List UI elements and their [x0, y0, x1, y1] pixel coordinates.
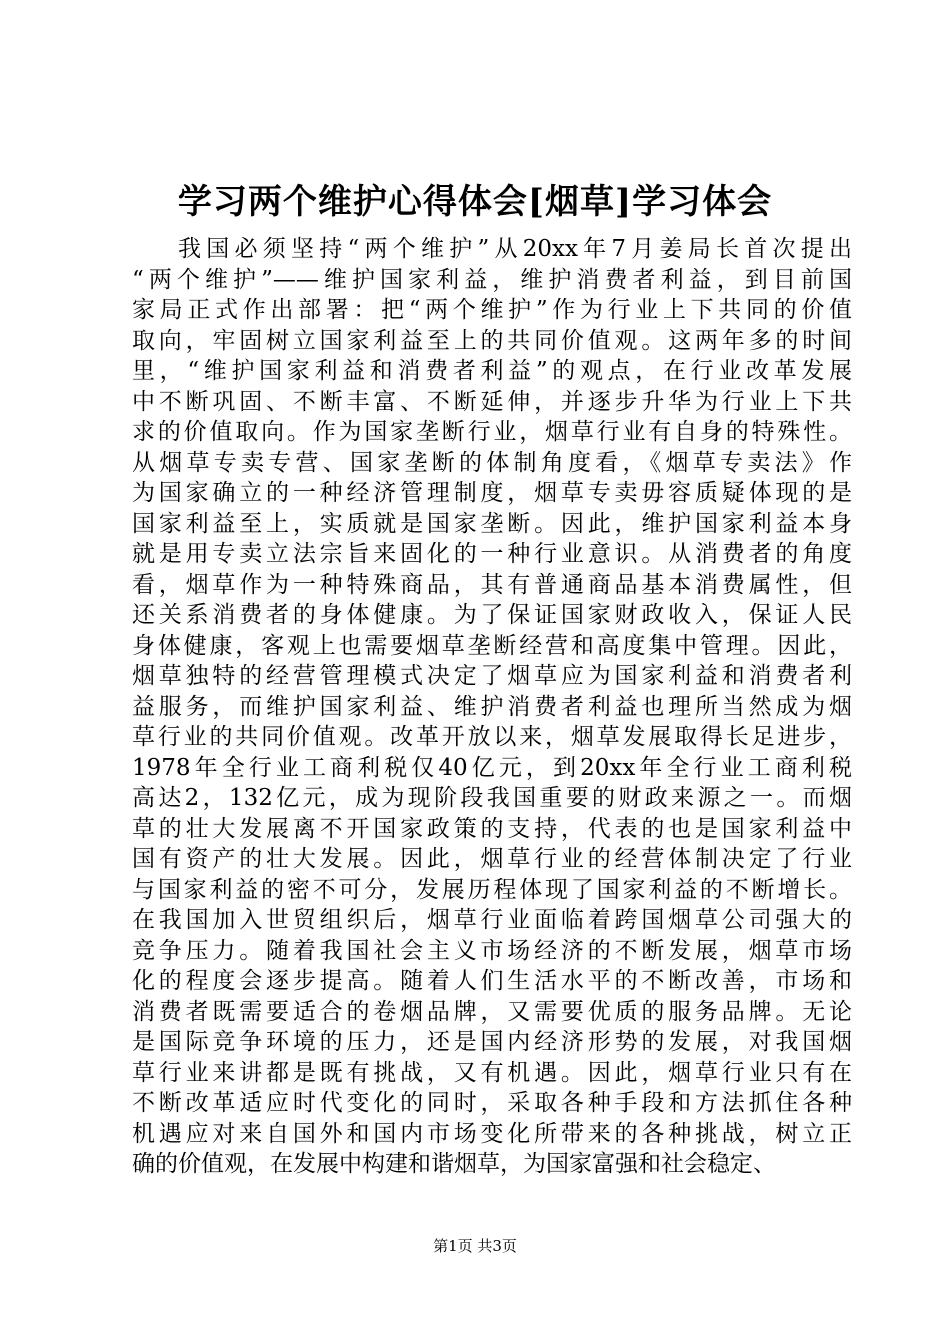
text-line: 从烟草专卖专营、国家垄断的体制角度看，《烟草专卖法》作 — [132, 449, 852, 476]
text-line: 求的价值取向。作为国家垄断行业，烟草行业有自身的特殊性。 — [132, 419, 852, 445]
text-line: 1978年全行业工商利税仅40亿元，到20xx年全行业工商利税 — [132, 754, 852, 781]
text-line: 国有资产的壮大发展。因此，烟草行业的经营体制决定了行业 — [132, 846, 852, 872]
text-line: 取向，牢固树立国家利益至上的共同价值观。这两年多的时间 — [132, 327, 852, 354]
text-line: 益服务，而维护国家利益、维护消费者利益也理所当然成为烟 — [132, 693, 852, 720]
text-line: 高达2，132亿元，成为现阶段我国重要的财政来源之一。而烟 — [132, 785, 852, 811]
text-line: 草的壮大发展离不开国家政策的支持，代表的也是国家利益中 — [132, 815, 852, 842]
text-line: 草行业的共同价值观。改革开放以来，烟草发展取得长足进步， — [132, 724, 852, 750]
text-line: 还关系消费者的身体健康。为了保证国家财政收入，保证人民 — [132, 602, 852, 628]
text-line: 中不断巩固、不断丰富、不断延伸，并逐步升华为行业上下共 — [132, 388, 852, 415]
text-line: 竞争压力。随着我国社会主义市场经济的不断发展，烟草市场 — [132, 937, 852, 964]
text-line: 身体健康，客观上也需要烟草垄断经营和高度集中管理。因此， — [132, 632, 852, 659]
body-text — [132, 234, 852, 1180]
page-number: 第1页 共3页 — [433, 1237, 517, 1255]
text-line: 在我国加入世贸组织后，烟草行业面临着跨国烟草公司强大的 — [132, 907, 852, 933]
text-line: 是国际竞争环境的压力，还是国内经济形势的发展，对我国烟 — [132, 1029, 852, 1055]
page-title: 学习两个维护心得体会[烟草]学习体会 — [177, 182, 773, 222]
text-line: 我国必须坚持“两个维护”从20xx年7月姜局长首次提出 — [178, 236, 852, 262]
text-line: 国家利益至上，实质就是国家垄断。因此，维护国家利益本身 — [132, 510, 852, 537]
text-line: 就是用专卖立法宗旨来固化的一种行业意识。从消费者的角度 — [132, 541, 852, 567]
text-line: 消费者既需要适合的卷烟品牌，又需要优质的服务品牌。无论 — [132, 998, 852, 1025]
text-line: 看，烟草作为一种特殊商品，其有普通商品基本消费属性，但 — [132, 571, 852, 598]
text-line: “两个维护”——维护国家利益，维护消费者利益，到目前国 — [132, 266, 852, 293]
text-line: 里，“维护国家利益和消费者利益”的观点，在行业改革发展 — [132, 358, 852, 384]
text-line: 家局正式作出部署：把“两个维护”作为行业上下共同的价值 — [132, 297, 852, 323]
text-line: 不断改革适应时代变化的同时，采取各种手段和方法抓住各种 — [132, 1090, 852, 1116]
text-line: 烟草独特的经营管理模式决定了烟草应为国家利益和消费者利 — [132, 663, 852, 689]
text-line: 机遇应对来自国外和国内市场变化所带来的各种挑战，树立正 — [132, 1120, 852, 1147]
text-line: 化的程度会逐步提高。随着人们生活水平的不断改善，市场和 — [132, 968, 852, 994]
text-line: 与国家利益的密不可分，发展历程体现了国家利益的不断增长。 — [132, 876, 852, 903]
text-line: 确的价值观，在发展中构建和谐烟草，为国家富强和社会稳定、 — [132, 1151, 776, 1177]
text-line: 草行业来讲都是既有挑战，又有机遇。因此，烟草行业只有在 — [132, 1059, 852, 1086]
text-line: 为国家确立的一种经济管理制度，烟草专卖毋容质疑体现的是 — [132, 480, 852, 506]
